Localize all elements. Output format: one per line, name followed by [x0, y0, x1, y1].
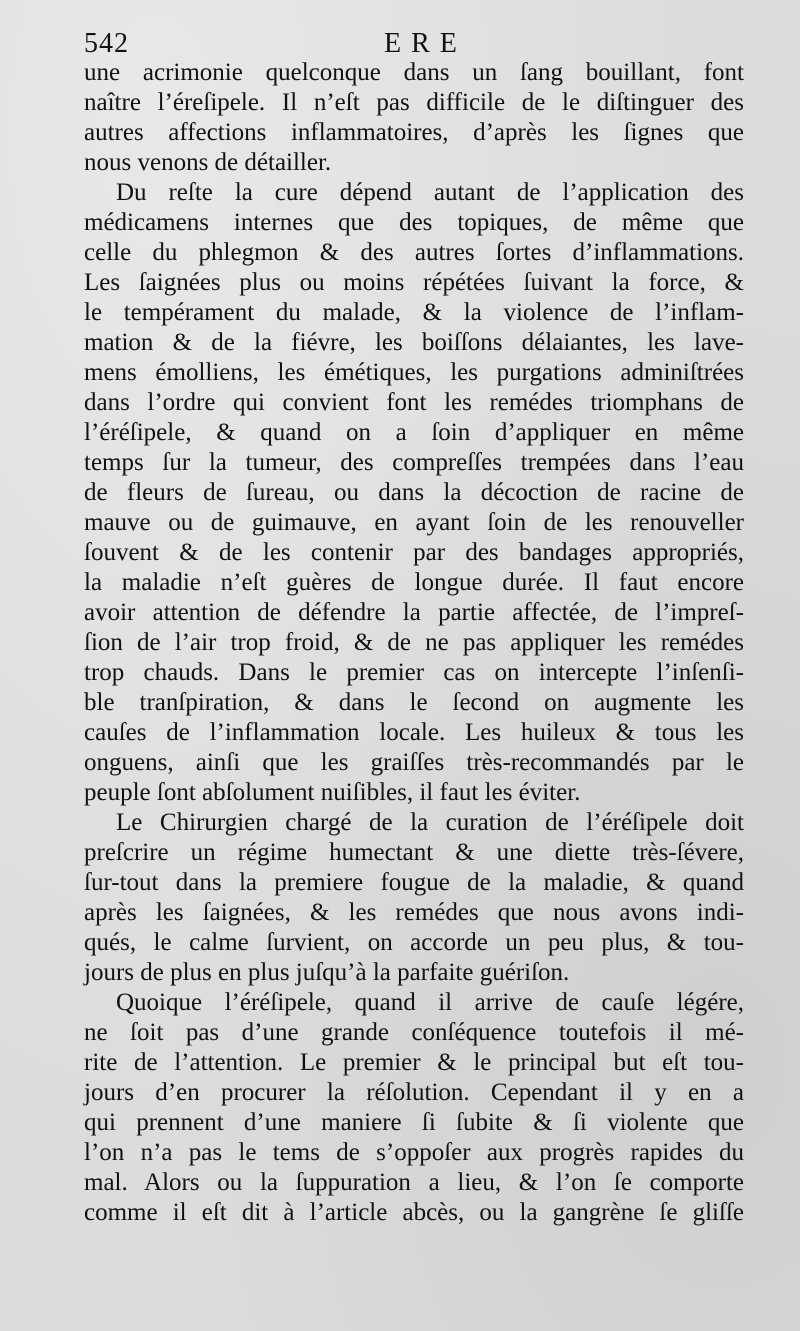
text-line: peuple ſont abſolument nuiſibles, il faut les éviter.	[84, 779, 581, 806]
text-line: mauve ou de guimauve, en ayant ſoin de les renouveller	[84, 509, 744, 536]
text-line: une acrimonie quelconque dans un ſang bouillant, font	[84, 59, 744, 86]
text-line: nous venons de détailler.	[84, 149, 332, 176]
text-line: ble tranſpiration, & dans le ſecond on augmente les	[84, 689, 744, 716]
text-line: Les ſaignées plus ou moins répétées ſuivant la force, &	[84, 269, 744, 296]
text-line: temps ſur la tumeur, des compreſſes trempées dans l’eau	[84, 449, 744, 476]
text-line: naître l’éreſipele. Il n’eſt pas difficile de le diſtinguer des	[84, 89, 744, 116]
text-line: ne ſoit pas d’une grande conſéquence toutefois il mé-	[84, 1019, 744, 1046]
text-line: preſcrire un régime humectant & une diette très-ſévere,	[84, 839, 744, 866]
body-text	[84, 58, 744, 1228]
text-line: ſur-tout dans la premiere fougue de la maladie, & quand	[84, 869, 744, 896]
text-line: onguens, ainſi que les graiſſes très-recommandés par le	[84, 749, 744, 776]
text-line: mal. Alors ou la ſuppuration a lieu, & l’on ſe comporte	[84, 1169, 744, 1196]
text-line: ſouvent & de les contenir par des bandages appropriés,	[84, 539, 744, 566]
text-line: comme il eſt dit à l’article abcès, ou la gangrène ſe gliſſe	[84, 1199, 744, 1226]
text-line: l’on n’a pas le tems de s’oppoſer aux progrès rapides du	[84, 1139, 744, 1166]
text-line: Quoique l’éréſipele, quand il arrive de cauſe légére,	[116, 989, 744, 1016]
text-line: de fleurs de ſureau, ou dans la décoction de racine de	[84, 479, 744, 506]
text-line: qués, le calme ſurvient, on accorde un peu plus, & tou-	[84, 929, 744, 956]
text-line: Le Chirurgien chargé de la curation de l’éréſipele doit	[116, 809, 744, 836]
text-line: jours d’en procurer la réſolution. Cependant il y en a	[84, 1079, 744, 1106]
text-line: rite de l’attention. Le premier & le principal but eſt tou-	[84, 1049, 744, 1076]
text-line: la maladie n’eſt guères de longue durée. Il faut encore	[84, 569, 744, 596]
text-line: ſion de l’air trop froid, & de ne pas appliquer les remédes	[84, 629, 744, 656]
text-line: médicamens internes que des topiques, de même que	[84, 209, 744, 236]
text-line: jours de plus en plus juſqu’à la parfaite guériſon.	[84, 959, 570, 986]
running-head-word: ERE	[384, 28, 467, 59]
page-number: 542	[84, 28, 129, 59]
text-line: cauſes de l’inflammation locale. Les huileux & tous les	[84, 719, 744, 746]
running-head	[84, 28, 744, 60]
text-line: le tempérament du malade, & la violence de l’inflam-	[84, 299, 744, 326]
text-line: trop chauds. Dans le premier cas on intercepte l’inſenſi-	[84, 659, 744, 686]
text-line: après les ſaignées, & les remédes que nous avons indi-	[84, 899, 744, 926]
text-line: autres affections inflammatoires, d’après les ſignes que	[84, 119, 744, 146]
text-line: l’éréſipele, & quand on a ſoin d’appliquer en même	[84, 419, 744, 446]
text-line: Du reſte la cure dépend autant de l’application des	[116, 179, 744, 206]
text-line: dans l’ordre qui convient font les remédes triomphans de	[84, 389, 744, 416]
text-line: qui prennent d’une maniere ſi ſubite & ſi violente que	[84, 1109, 744, 1136]
text-line: mens émolliens, les émétiques, les purgations adminiſtrées	[84, 359, 744, 386]
text-line: celle du phlegmon & des autres ſortes d’inflammations.	[84, 239, 744, 266]
text-line: mation & de la fiévre, les boiſſons délaiantes, les lave-	[84, 329, 744, 356]
text-line: avoir attention de défendre la partie affectée, de l’impreſ-	[84, 599, 744, 626]
